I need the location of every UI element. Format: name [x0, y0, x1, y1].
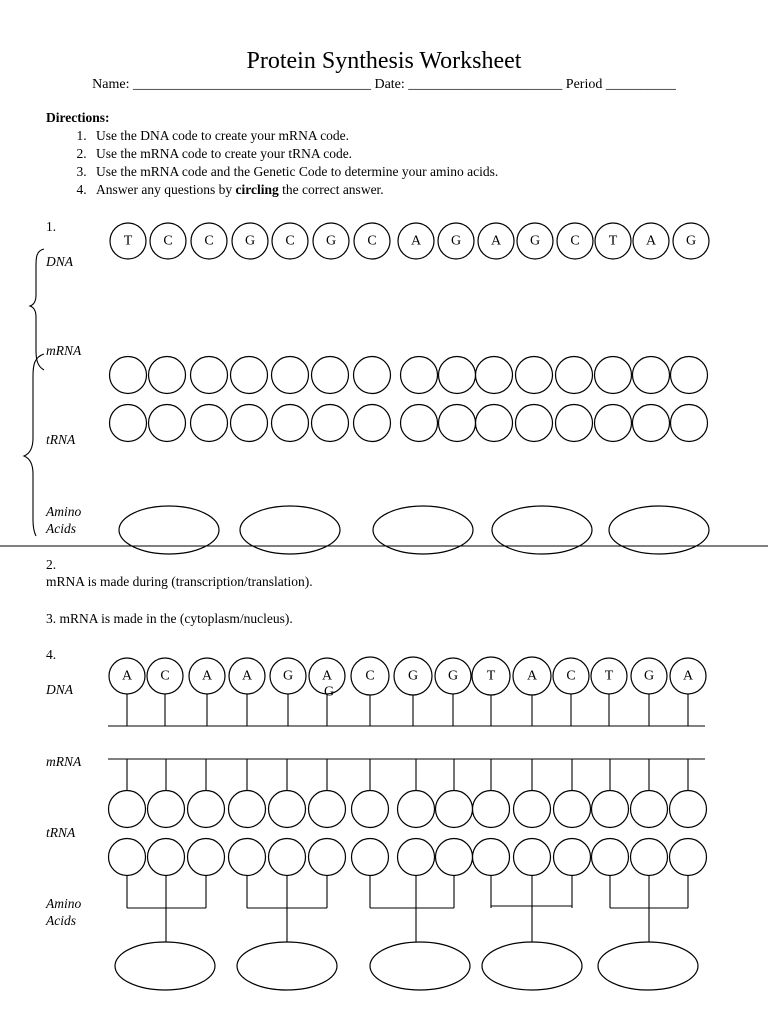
q4-mrna-blank-circle[interactable]: [592, 791, 629, 828]
direction-item: 4. Answer any questions by circling the correct answer.: [90, 181, 498, 199]
q1-mrna-blank-circle[interactable]: [595, 357, 632, 394]
page-title: Protein Synthesis Worksheet: [246, 48, 522, 74]
q1-trna-blank-circle[interactable]: [671, 405, 708, 442]
q1-dna-base-letter: G: [450, 233, 462, 249]
q4-trna-blank-circle[interactable]: [229, 839, 266, 876]
q1-dna-base-letter: C: [285, 233, 295, 249]
q4-mrna-blank-circle[interactable]: [188, 791, 225, 828]
q4-mrna-blank-circle[interactable]: [148, 791, 185, 828]
q4-amino-acid-oval[interactable]: [598, 942, 698, 990]
q1-mrna-blank-circle[interactable]: [671, 357, 708, 394]
q1-trna-blank-circle[interactable]: [231, 405, 268, 442]
q4-dna-base-letter: G: [407, 668, 419, 684]
q1-dna-base-letter: G: [685, 233, 697, 249]
q1-trna-blank-circle[interactable]: [633, 405, 670, 442]
period-label: Period: [565, 77, 603, 92]
q4-mrna-blank-circle[interactable]: [514, 791, 551, 828]
q4-mrna-blank-circle[interactable]: [670, 791, 707, 828]
q1-dna-base-letter: C: [570, 233, 580, 249]
question3-text: 3. mRNA is made in the (cytoplasm/nucleus).: [46, 611, 293, 626]
q1-dna-base-letter: G: [325, 233, 337, 249]
name-blank[interactable]: __________________________________: [132, 77, 371, 92]
q1-mrna-blank-circle[interactable]: [556, 357, 593, 394]
name-label: Name:: [92, 77, 130, 92]
question2-number: 2.: [46, 557, 57, 572]
q4-trna-blank-circle[interactable]: [554, 839, 591, 876]
q4-dna-base-letter: C: [566, 668, 576, 684]
q1-mrna-blank-circle[interactable]: [272, 357, 309, 394]
q4-dna-base-letter: A: [241, 668, 253, 684]
q4-dna-base-letter: A: [321, 668, 333, 684]
q1-dna-base-letter: G: [529, 233, 541, 249]
q4-mrna-blank-circle[interactable]: [436, 791, 473, 828]
q1-mrna-label: mRNA: [46, 343, 82, 358]
direction-item: 1. Use the DNA code to create your mRNA code.: [90, 127, 498, 145]
question2-text: mRNA is made during (transcription/translation).: [46, 574, 313, 589]
q1-dna-base-letter: A: [645, 233, 657, 249]
q1-amino-acid-oval[interactable]: [609, 506, 709, 554]
q1-dna-base-letter: G: [244, 233, 256, 249]
q1-dna-base-letter: C: [367, 233, 377, 249]
q1-mrna-blank-circle[interactable]: [110, 357, 147, 394]
q1-dna-base-letter: A: [410, 233, 422, 249]
circling-emphasis: circling: [235, 182, 279, 197]
q4-trna-blank-circle[interactable]: [436, 839, 473, 876]
q1-dna-base-letter: A: [490, 233, 502, 249]
q4-mrna-label: mRNA: [46, 754, 82, 769]
q4-trna-blank-circle[interactable]: [352, 839, 389, 876]
q4-amino-acid-oval[interactable]: [370, 942, 470, 990]
q4-amino-label: Amino Acids: [46, 896, 82, 928]
q4-amino-acid-oval[interactable]: [237, 942, 337, 990]
q1-amino-acid-oval[interactable]: [373, 506, 473, 554]
q4-dna-base-letter: G: [282, 668, 294, 684]
q4-dna-base-letter: A: [526, 668, 538, 684]
period-blank[interactable]: __________: [605, 77, 676, 92]
q1-mrna-blank-circle[interactable]: [476, 357, 513, 394]
q4-trna-blank-circle[interactable]: [592, 839, 629, 876]
q1-trna-label: tRNA: [46, 432, 76, 447]
q4-mrna-blank-circle[interactable]: [554, 791, 591, 828]
q4-dna-base-letter: T: [604, 668, 614, 684]
q4-trna-label: tRNA: [46, 825, 76, 840]
q1-dna-base-letter: C: [204, 233, 214, 249]
q4-trna-blank-circle[interactable]: [148, 839, 185, 876]
q4-mrna-blank-circle[interactable]: [109, 791, 146, 828]
q4-dna-base-letter: G: [447, 668, 459, 684]
question1-number: 1.: [46, 219, 57, 234]
q4-trna-blank-circle[interactable]: [309, 839, 346, 876]
q1-mrna-blank-circle[interactable]: [231, 357, 268, 394]
q1-amino-label: Amino Acids: [46, 504, 82, 536]
q1-trna-blank-circle[interactable]: [556, 405, 593, 442]
q4-stray-letter: G: [323, 684, 335, 700]
q1-amino-acid-oval[interactable]: [240, 506, 340, 554]
q4-mrna-blank-circle[interactable]: [398, 791, 435, 828]
q1-trna-blank-circle[interactable]: [354, 405, 391, 442]
q1-mrna-blank-circle[interactable]: [312, 357, 349, 394]
q4-dna-base-letter: A: [121, 668, 133, 684]
q4-amino-acid-oval[interactable]: [482, 942, 582, 990]
q1-trna-blank-circle[interactable]: [191, 405, 228, 442]
q1-trna-blank-circle[interactable]: [272, 405, 309, 442]
q1-trna-blank-circle[interactable]: [595, 405, 632, 442]
q4-trna-blank-circle[interactable]: [269, 839, 306, 876]
q1-dna-base-letter: T: [123, 233, 133, 249]
q1-mrna-blank-circle[interactable]: [401, 357, 438, 394]
mrna-trna-amino-brace: [24, 354, 44, 536]
direction-item: 2. Use the mRNA code to create your tRNA code.: [90, 145, 498, 163]
q4-amino-acid-oval[interactable]: [115, 942, 215, 990]
q1-dna-base-letter: T: [608, 233, 618, 249]
q1-trna-blank-circle[interactable]: [149, 405, 186, 442]
q1-trna-blank-circle[interactable]: [439, 405, 476, 442]
q4-mrna-blank-circle[interactable]: [269, 791, 306, 828]
q4-trna-blank-circle[interactable]: [473, 839, 510, 876]
q4-dna-base-letter: A: [682, 668, 694, 684]
date-label: Date:: [374, 77, 405, 92]
q4-dna-base-letter: C: [365, 668, 375, 684]
q1-mrna-blank-circle[interactable]: [516, 357, 553, 394]
direction-item: 3. Use the mRNA code and the Genetic Code to determine your amino acids.: [90, 163, 498, 181]
q4-mrna-blank-circle[interactable]: [352, 791, 389, 828]
q1-trna-blank-circle[interactable]: [476, 405, 513, 442]
q4-mrna-blank-circle[interactable]: [631, 791, 668, 828]
dna-mrna-brace: [30, 249, 44, 370]
q1-dna-label: DNA: [46, 254, 73, 269]
q1-amino-acid-oval[interactable]: [492, 506, 592, 554]
q1-mrna-blank-circle[interactable]: [149, 357, 186, 394]
question4-number: 4.: [46, 647, 57, 662]
q4-trna-blank-circle[interactable]: [670, 839, 707, 876]
q4-trna-blank-circle[interactable]: [398, 839, 435, 876]
q4-mrna-blank-circle[interactable]: [473, 791, 510, 828]
date-blank[interactable]: ______________________: [408, 77, 563, 92]
q1-mrna-blank-circle[interactable]: [439, 357, 476, 394]
q4-dna-base-letter: T: [486, 668, 496, 684]
q4-dna-base-letter: A: [201, 668, 213, 684]
q1-amino-acid-oval[interactable]: [119, 506, 219, 554]
q1-trna-blank-circle[interactable]: [516, 405, 553, 442]
q1-mrna-blank-circle[interactable]: [354, 357, 391, 394]
q1-mrna-blank-circle[interactable]: [191, 357, 228, 394]
q4-dna-base-letter: C: [160, 668, 170, 684]
q4-trna-blank-circle[interactable]: [109, 839, 146, 876]
q1-dna-base-letter: C: [163, 233, 173, 249]
q4-trna-blank-circle[interactable]: [188, 839, 225, 876]
q1-trna-blank-circle[interactable]: [312, 405, 349, 442]
q4-trna-blank-circle[interactable]: [631, 839, 668, 876]
q1-trna-blank-circle[interactable]: [110, 405, 147, 442]
q4-mrna-blank-circle[interactable]: [229, 791, 266, 828]
q4-trna-blank-circle[interactable]: [514, 839, 551, 876]
q4-dna-base-letter: G: [643, 668, 655, 684]
q4-dna-label: DNA: [46, 682, 73, 697]
directions-heading: Directions:: [46, 110, 110, 125]
q1-trna-blank-circle[interactable]: [401, 405, 438, 442]
q1-mrna-blank-circle[interactable]: [633, 357, 670, 394]
q4-mrna-blank-circle[interactable]: [309, 791, 346, 828]
